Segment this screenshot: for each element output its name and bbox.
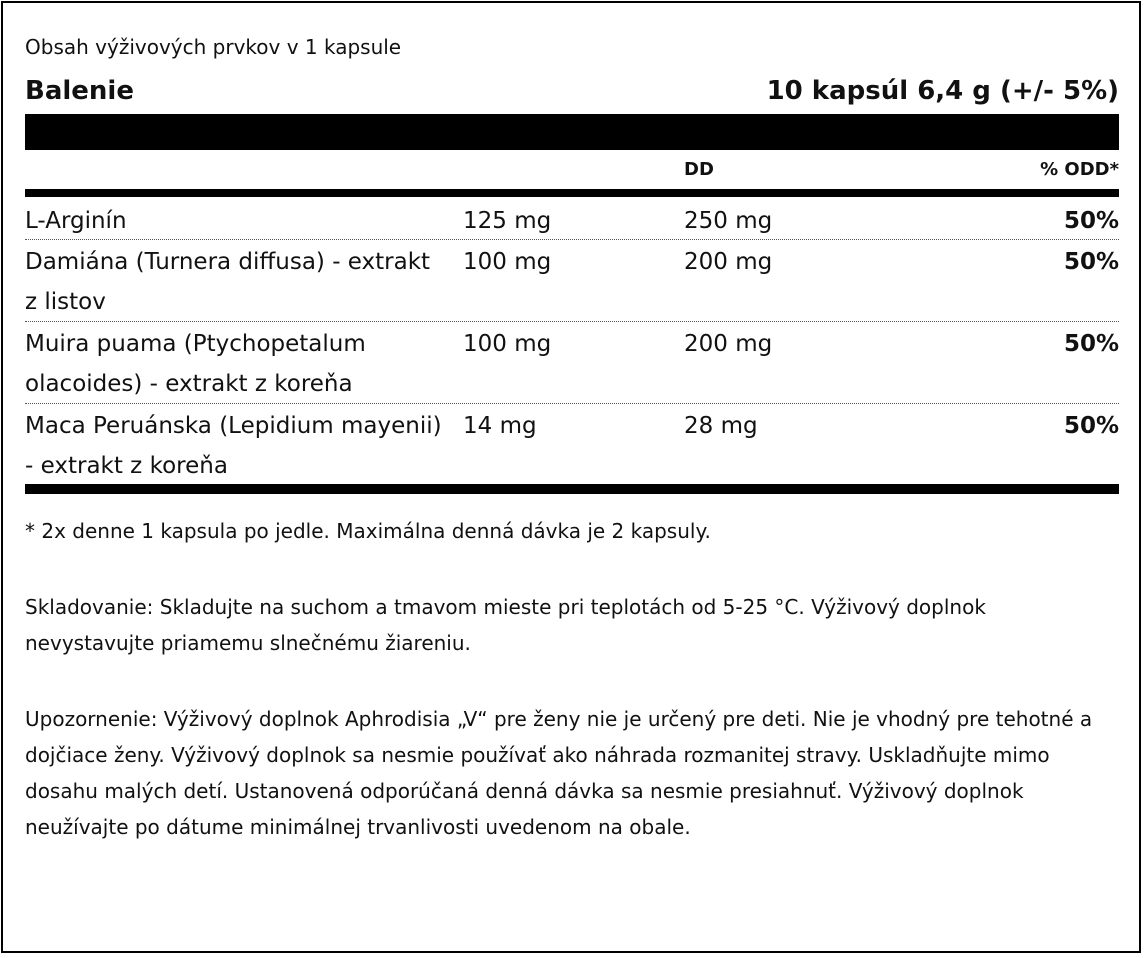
table-row	[25, 404, 1119, 485]
nutrient-daily-dose: 200 mg	[684, 249, 773, 275]
table-bottom-rule	[25, 484, 1119, 494]
nutrient-name: Muira puama (Ptychopetalum olacoides) - extrakt z koreňa	[25, 331, 366, 397]
nutrition-label-panel	[1, 1, 1141, 953]
nutrient-percent: 50%	[1063, 249, 1119, 275]
nutrient-percent: 50%	[1063, 208, 1119, 234]
warning-note: Upozornenie: Výživový doplnok Aphrodisia „V“ pre ženy nie je určený pre deti. Nie je vhodný pre tehotné a dojčiace ženy. Výživový doplnok sa nesmie používať ako náhrada rozmanitej stravy. Uskladňujte mimo dosahu malých detí. Ustanovená odporúčaná denná dávka sa nesmie presiahnuť. Výživový doplnok neužívajte po dátume minimálnej trvanlivosti uvedenom na obale.	[25, 707, 1093, 839]
header-bar	[25, 114, 1119, 150]
nutrient-daily-dose: 200 mg	[684, 331, 773, 357]
table-row	[25, 240, 1119, 322]
nutrient-name: Damiána (Turnera diffusa) - extrakt z listov	[25, 249, 431, 315]
nutrient-name: L-Arginín	[25, 208, 127, 234]
storage-note: Skladovanie: Skladujte na suchom a tmavom mieste pri teplotách od 5-25 °C. Výživový doplnok nevystavujte priamemu slnečnému žiareniu.	[25, 595, 986, 655]
package-label: Balenie	[25, 76, 134, 106]
nutrient-amount: 100 mg	[463, 249, 552, 275]
nutrient-amount: 14 mg	[463, 413, 537, 439]
label-subtitle: Obsah výživových prvkov v 1 kapsule	[25, 35, 402, 59]
package-value: 10 kapsúl 6,4 g (+/- 5%)	[766, 76, 1119, 106]
table-top-rule	[25, 189, 1119, 197]
nutrient-amount: 125 mg	[463, 208, 552, 234]
column-header-odd: % ODD*	[1040, 159, 1119, 180]
dosage-footnote: * 2x denne 1 kapsula po jedle. Maximálna denná dávka je 2 kapsuly.	[25, 519, 711, 543]
table-row	[25, 199, 1119, 240]
nutrient-percent: 50%	[1063, 413, 1119, 439]
nutrient-percent: 50%	[1063, 331, 1119, 357]
column-header-dd: DD	[684, 159, 714, 180]
nutrient-daily-dose: 250 mg	[684, 208, 773, 234]
nutrient-daily-dose: 28 mg	[684, 413, 758, 439]
nutrient-amount: 100 mg	[463, 331, 552, 357]
package-row	[25, 73, 1119, 109]
table-row	[25, 322, 1119, 404]
nutrient-name: Maca Peruánska (Lepidium mayenii) - extrakt z koreňa	[25, 413, 442, 479]
nutrient-table	[25, 199, 1119, 485]
